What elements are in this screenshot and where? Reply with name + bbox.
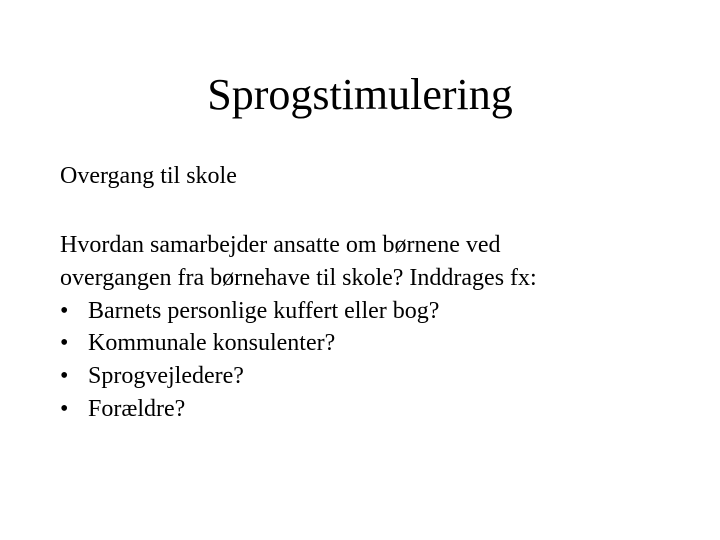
bullet-item: [60, 295, 680, 328]
bullet-text: Barnets personlige kuffert eller bog?: [88, 297, 440, 324]
bullet-item: [60, 327, 680, 360]
slide-title: [0, 68, 720, 122]
bullet-icon: •: [60, 330, 69, 357]
bullet-text: Sprogvejledere?: [88, 363, 244, 390]
slide-body: [60, 229, 680, 426]
intro-line: overgangen fra børnehave til skole? Inddrages fx:: [60, 264, 537, 291]
bullet-text: Forældre?: [88, 395, 186, 422]
bullet-icon: •: [60, 297, 69, 324]
bullet-item: [60, 393, 680, 426]
slide-subtitle: Overgang til skole: [60, 163, 237, 189]
intro-line: Hvordan samarbejder ansatte om børnene ved: [60, 232, 501, 258]
bullet-list: [60, 295, 680, 426]
bullet-icon: •: [60, 395, 69, 422]
bullet-text: Kommunale konsulenter?: [88, 330, 336, 357]
bullet-item: [60, 360, 680, 393]
slide-title-text: Sprogstimulering: [207, 70, 513, 119]
bullet-icon: •: [60, 363, 69, 390]
